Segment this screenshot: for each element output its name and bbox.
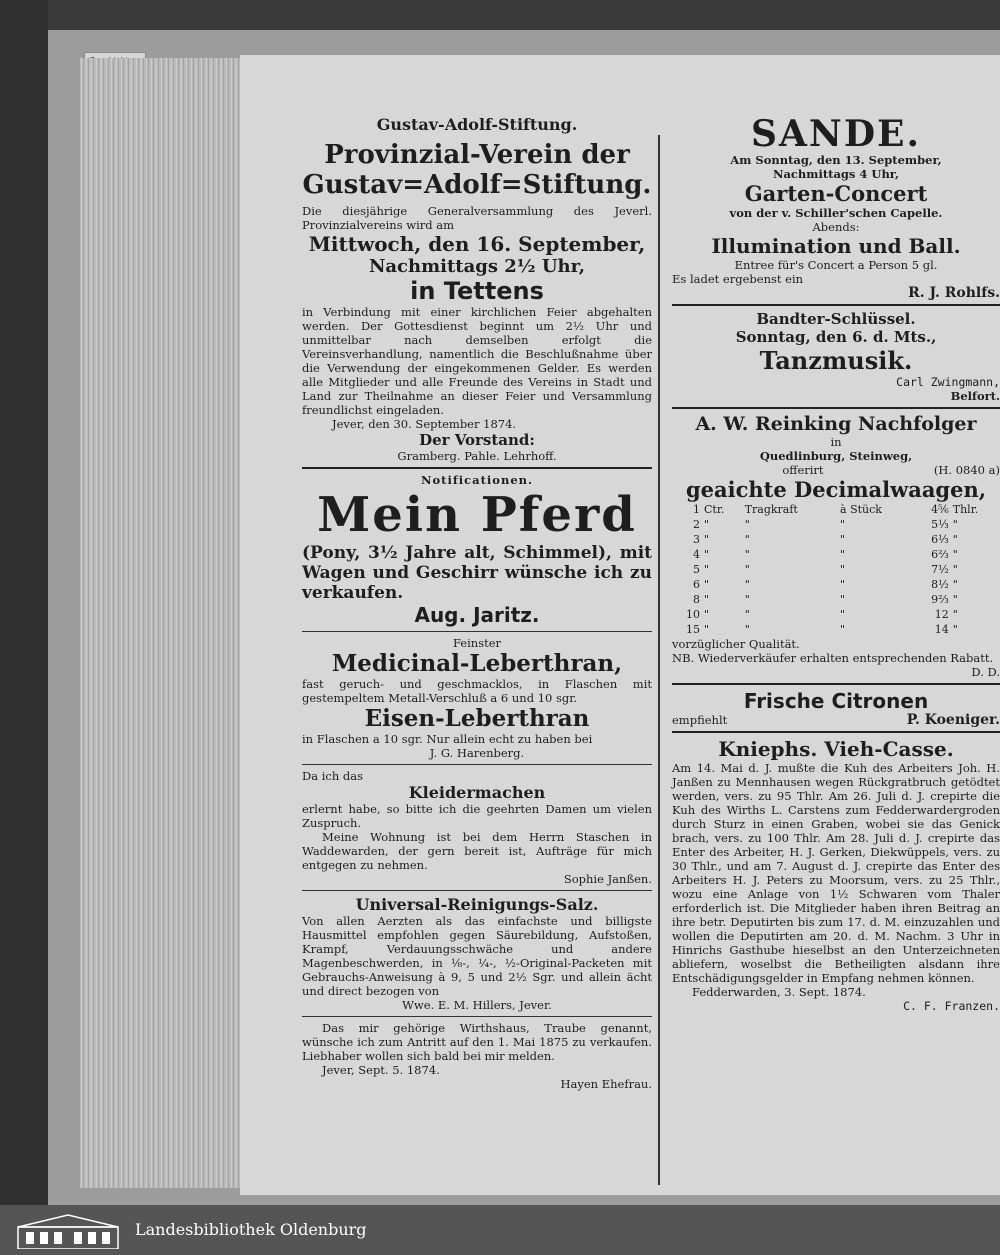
table-cell-price: 6⅔ bbox=[931, 548, 949, 561]
table-row bbox=[672, 577, 1000, 592]
table-cell-unit: " bbox=[952, 533, 958, 546]
sande-title: SANDE. bbox=[750, 113, 922, 155]
table-cell-a: " bbox=[704, 593, 710, 606]
table-cell-unit: " bbox=[952, 623, 958, 636]
pferd-body: (Pony, 3½ Jahre alt, Schimmel), mit Wagen und Geschirr wünsche ich zu verkaufen. bbox=[302, 543, 652, 603]
right-column bbox=[672, 115, 1000, 1013]
table-cell-b: " bbox=[744, 563, 750, 576]
gaf-names: Gramberg. Pahle. Lehrhoff. bbox=[397, 449, 557, 463]
table-cell-b: " bbox=[744, 578, 750, 591]
table-cell-a: " bbox=[704, 533, 710, 546]
reinking-city: Quedlinburg, Steinweg, bbox=[759, 449, 913, 463]
divider bbox=[672, 731, 1000, 733]
table-cell-ctr: 3 bbox=[693, 533, 701, 546]
table-cell-a: " bbox=[704, 518, 710, 531]
divider bbox=[302, 631, 652, 632]
sande-invite: Es ladet ergebenst ein bbox=[672, 272, 804, 286]
kleid-intro: Da ich das bbox=[302, 769, 364, 783]
table-row bbox=[672, 532, 1000, 547]
table-row bbox=[672, 517, 1000, 532]
salz-body: Von allen Aerzten als das einfachste und billigste Hausmittel empfohlen gegen Säurebildung, Aufstoßen, Krampf, Verdauungsschwäche und andere Magenbeschwerden, in ⅛-, ¼-, ½-Original-Packeten mit Gebrauchs-Anweisung à 9, 5 und 2½ Sgr. und allein ächt und direct bezogen von bbox=[302, 914, 652, 998]
reinking-nb: NB. Wiederverkäufer erhalten entsprechenden Rabatt. bbox=[672, 651, 994, 665]
bandter-title: Bandter-Schlüssel. bbox=[756, 310, 916, 328]
table-cell-unit: " bbox=[952, 563, 958, 576]
table-cell-a: " bbox=[704, 623, 710, 636]
vieh-title: Kniephs. Vieh-Casse. bbox=[718, 737, 954, 761]
table-cell-unit: " bbox=[952, 548, 958, 561]
gaf-place: in Tettens bbox=[410, 277, 544, 305]
table-cell-price: 4⅚ bbox=[931, 503, 949, 516]
gaf-time: Nachmittags 2½ Uhr, bbox=[368, 256, 586, 277]
table-cell-a: Ctr. bbox=[704, 503, 725, 516]
table-cell-a: " bbox=[704, 608, 710, 621]
sande-band: von der v. Schiller'schen Capelle. bbox=[729, 206, 943, 220]
kleid-body-1: erlernt habe, so bitte ich die geehrten Damen um vielen Zuspruch. bbox=[302, 802, 652, 830]
divider bbox=[302, 890, 652, 891]
table-cell-b: " bbox=[744, 518, 750, 531]
table-cell-ctr: 10 bbox=[686, 608, 701, 621]
citron-intro: empfiehlt bbox=[672, 713, 728, 727]
kleid-title: Kleidermachen bbox=[408, 783, 546, 802]
sande-signature: R. J. Rohlfs. bbox=[908, 285, 1000, 301]
reinking-subtitle: geaichte Decimalwaagen, bbox=[685, 477, 987, 502]
kleid-signature: Sophie Janßen. bbox=[563, 872, 652, 886]
sande-illumination: Illumination und Ball. bbox=[711, 234, 961, 258]
table-cell-c: " bbox=[840, 578, 846, 591]
table-cell-unit: " bbox=[952, 518, 958, 531]
traube-dateline: Jever, Sept. 5. 1874. bbox=[322, 1063, 440, 1077]
column-divider bbox=[658, 135, 660, 1185]
gaf-intro: Die diesjährige Generalversammlung des Jeverl. Provinzialvereins wird am bbox=[302, 204, 652, 232]
table-cell-price: 5⅓ bbox=[931, 518, 949, 531]
table-cell-unit: " bbox=[952, 608, 958, 621]
page-edges bbox=[80, 58, 250, 1188]
table-cell-a: " bbox=[704, 563, 710, 576]
sande-entree: Entree für's Concert a Person 5 gl. bbox=[734, 258, 938, 272]
kleid-body-2: Meine Wohnung ist bei dem Herrn Staschen in Waddewarden, der gern bereit ist, Aufträge für mich entgegen zu nehmen. bbox=[302, 830, 652, 872]
gaf-title-1: Provinzial-Verein der bbox=[324, 140, 630, 170]
eisen-signature: J. G. Harenberg. bbox=[429, 746, 525, 760]
footer-bar bbox=[0, 1205, 1000, 1255]
pferd-title: Mein Pferd bbox=[317, 487, 637, 543]
table-cell-price: 9⅔ bbox=[931, 593, 949, 606]
gaf-date: Mittwoch, den 16. September, bbox=[308, 232, 646, 256]
table-cell-unit: " bbox=[952, 593, 958, 606]
sande-date: Am Sonntag, den 13. September, bbox=[730, 153, 942, 167]
table-cell-price: 14 bbox=[934, 623, 949, 636]
traube-body: Das mir gehörige Wirthshaus, Traube genannt, wünsche ich zum Antritt auf den 1. Mai 1875 zu verkaufen. Liebhaber wollen sich bald bei mir melden. bbox=[302, 1021, 652, 1063]
table-cell-c: " bbox=[840, 623, 846, 636]
vieh-body: Am 14. Mai d. J. mußte die Kuh des Arbeiters Joh. H. Janßen zu Mennhausen wegen Rückgratbruch getödtet werden, vers. zu 95 Thlr. Am 26. Juli d. J. crepirte die Kuh des Wirths L. Carstens zum Fedderwardergroden durch Sturz in einen Graben, wobei sie das Genick brach, vers. zu 100 Thlr. Am 28. Juli d. J. crepirte das Enter des Arbeiter, H. J. Gerken, Diekwüppels, vers. zu 30 Thlr., und am 7. August d. J. crepirte das Enter des Arbeiters H. J. Peters zu Moorsum, vers. zu 25 Thlr., wozu eine Anlage von 1½ Schwaren vom Thaler erforderlich ist. Die Mitglieder haben ihren Beitrag an ihre betr. Deputirten bis zum 17. d. M. einzuzahlen und wollen die Deputirten am 20. d. M. Nachm. 3 Uhr in Hinrichs Gasthube hieselbst an den Unterzeichneten abliefern, woselbst die Betheiligten alsdann ihre Entschädigungsgelder in Empfang nehmen können. bbox=[672, 761, 1000, 985]
salz-title: Universal-Reinigungs-Salz. bbox=[355, 895, 599, 914]
reinking-title: A. W. Reinking Nachfolger bbox=[695, 413, 977, 435]
newspaper-page bbox=[240, 55, 1000, 1195]
library-name: Landesbibliothek Oldenburg bbox=[135, 1220, 367, 1239]
table-cell-b: " bbox=[744, 548, 750, 561]
leber-title: Medicinal-Leberthran, bbox=[331, 650, 623, 677]
table-cell-unit: " bbox=[952, 578, 958, 591]
leber-body: fast geruch- und geschmacklos, in Flaschen mit gestempeltem Metall-Verschluß a 6 und 10 sgr. bbox=[302, 677, 652, 705]
table-cell-price: 8½ bbox=[931, 578, 949, 591]
library-building-icon bbox=[16, 1213, 120, 1249]
sande-concert: Garten-Concert bbox=[744, 181, 928, 206]
divider bbox=[672, 683, 1000, 685]
eisen-title: Eisen-Leberthran bbox=[364, 705, 590, 732]
scan-margin bbox=[0, 0, 48, 1205]
table-cell-ctr: 2 bbox=[693, 518, 701, 531]
pferd-signature: Aug. Jaritz. bbox=[414, 603, 540, 627]
divider bbox=[302, 467, 652, 469]
table-row bbox=[672, 592, 1000, 607]
table-cell-ctr: 5 bbox=[693, 563, 701, 576]
tanz-place: Belfort. bbox=[950, 389, 1000, 403]
table-cell-b: " bbox=[744, 608, 750, 621]
sande-abends: Abends: bbox=[812, 220, 860, 234]
notifications-heading: Notificationen. bbox=[420, 473, 534, 487]
tanz-title: Tanzmusik. bbox=[759, 346, 913, 375]
citron-line bbox=[672, 713, 1000, 727]
table-row bbox=[672, 502, 1000, 517]
divider bbox=[302, 764, 652, 765]
gaf-body: in Verbindung mit einer kirchlichen Feier abgehalten werden. Der Gottesdienst beginnt um 2½ Uhr und unmittelbar nach demselben erfolgt die Vereinsverhandlung, namentlich die Beschlußnahme über die Verwendung der eingekommenen Gelder. Es werden alle Mitglieder und alle Freunde des Vereins in Stadt und Land zur Theilnahme an dieser Feier und Versammlung freundlichst eingeladen. bbox=[302, 305, 652, 417]
divider bbox=[302, 1016, 652, 1017]
table-cell-c: " bbox=[840, 518, 846, 531]
table-cell-b: Tragkraft bbox=[744, 503, 798, 516]
table-cell-c: " bbox=[840, 548, 846, 561]
eisen-body: in Flaschen a 10 sgr. Nur allein echt zu haben bei bbox=[302, 732, 593, 746]
vieh-signature: C. F. Franzen. bbox=[903, 999, 1000, 1013]
table-cell-a: " bbox=[704, 548, 710, 561]
gaf-signature: Der Vorstand: bbox=[419, 431, 535, 449]
divider bbox=[672, 407, 1000, 409]
sande-time: Nachmittags 4 Uhr, bbox=[772, 167, 900, 181]
reinking-in: in bbox=[830, 435, 842, 449]
table-row bbox=[672, 622, 1000, 637]
citron-title: Frische Citronen bbox=[743, 689, 929, 713]
table-cell-ctr: 4 bbox=[693, 548, 701, 561]
table-cell-b: " bbox=[744, 593, 750, 606]
gaf-header: Gustav-Adolf-Stiftung. bbox=[376, 115, 578, 134]
table-cell-c: " bbox=[840, 533, 846, 546]
table-cell-price: 12 bbox=[934, 608, 949, 621]
table-cell-c: " bbox=[840, 608, 846, 621]
table-cell-b: " bbox=[744, 623, 750, 636]
table-row bbox=[672, 547, 1000, 562]
salz-signature: Wwe. E. M. Hillers, Jever. bbox=[402, 998, 552, 1012]
citron-signature: P. Koeniger. bbox=[906, 712, 1000, 728]
reinking-quality: vorzüglicher Qualität. bbox=[672, 637, 800, 651]
table-cell-a: " bbox=[704, 578, 710, 591]
gaf-dateline: Jever, den 30. September 1874. bbox=[332, 417, 517, 431]
gaf-title-2: Gustav=Adolf=Stiftung. bbox=[302, 170, 652, 200]
table-cell-ctr: 15 bbox=[686, 623, 701, 636]
table-cell-c: à Stück bbox=[840, 503, 882, 516]
divider bbox=[672, 304, 1000, 306]
vieh-dateline: Fedderwarden, 3. Sept. 1874. bbox=[692, 985, 866, 999]
table-cell-unit: Thlr. bbox=[952, 503, 979, 516]
left-column bbox=[302, 115, 652, 1091]
reinking-code: (H. 0840 a) bbox=[933, 463, 1000, 477]
table-cell-ctr: 1 bbox=[693, 503, 701, 516]
table-cell-b: " bbox=[744, 533, 750, 546]
table-cell-price: 7½ bbox=[931, 563, 949, 576]
bandter-date: Sonntag, den 6. d. Mts., bbox=[735, 328, 937, 346]
table-cell-ctr: 6 bbox=[693, 578, 701, 591]
feinster-label: Feinster bbox=[452, 636, 502, 650]
table-row bbox=[672, 562, 1000, 577]
tanz-name: Carl Zwingmann, bbox=[896, 375, 1000, 389]
reinking-offer-line bbox=[672, 463, 1000, 477]
table-cell-price: 6⅓ bbox=[931, 533, 949, 546]
traube-signature: Hayen Ehefrau. bbox=[560, 1077, 652, 1091]
table-cell-c: " bbox=[840, 593, 846, 606]
table-row bbox=[672, 607, 1000, 622]
table-cell-ctr: 8 bbox=[693, 593, 701, 606]
scale-price-table bbox=[672, 502, 1000, 637]
reinking-od: D. D. bbox=[971, 665, 1000, 679]
table-cell-c: " bbox=[840, 563, 846, 576]
reinking-offer: offerirt bbox=[782, 463, 824, 477]
